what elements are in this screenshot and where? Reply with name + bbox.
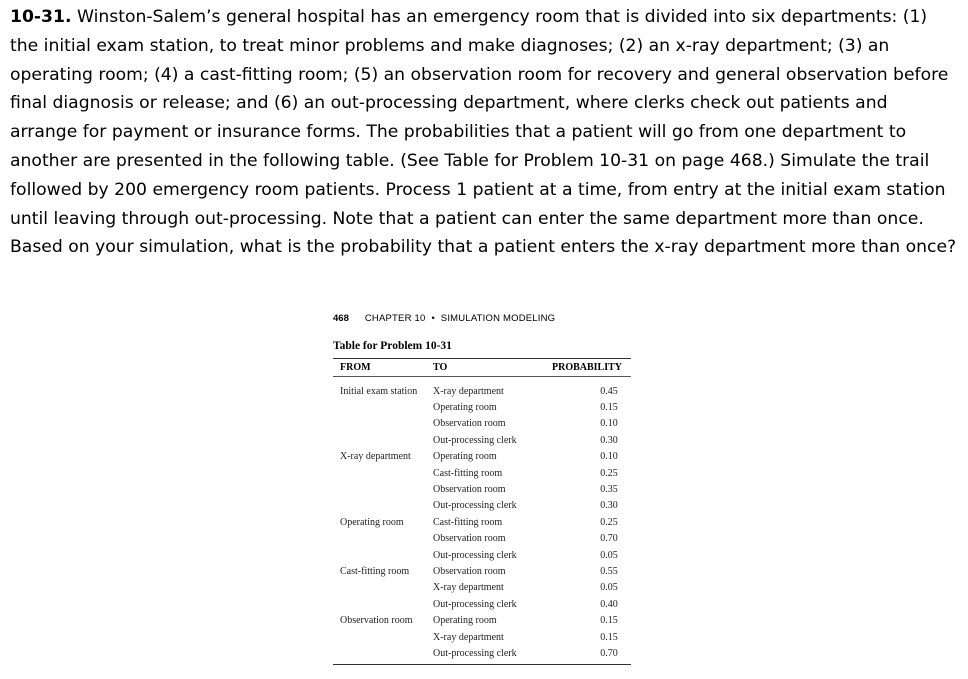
table-row	[333, 498, 631, 514]
table-row	[333, 383, 631, 399]
cell-to: Operating room	[433, 615, 497, 627]
header-to: TO	[433, 362, 448, 373]
table-row	[333, 547, 631, 563]
cell-to: Out-processing clerk	[433, 434, 517, 446]
cell-to: Observation room	[433, 565, 506, 577]
cell-to: Operating room	[433, 451, 497, 463]
table-body	[333, 377, 631, 662]
table-row	[333, 514, 631, 530]
cell-probability: 0.35	[600, 484, 618, 496]
cell-probability: 0.45	[600, 385, 618, 397]
cell-to: Out-processing clerk	[433, 647, 517, 659]
table-row	[333, 612, 631, 628]
section-label: SIMULATION MODELING	[440, 312, 556, 324]
cell-to: X-ray department	[433, 385, 504, 397]
cell-probability: 0.70	[600, 647, 618, 659]
cell-probability: 0.15	[600, 631, 618, 643]
table-row	[333, 481, 631, 497]
table-row	[333, 449, 631, 465]
cell-to: Operating room	[433, 402, 497, 414]
cell-to: Out-processing clerk	[433, 598, 517, 610]
running-head	[333, 310, 631, 326]
cell-to: Cast-fitting room	[433, 467, 503, 479]
table-row	[333, 399, 631, 415]
cell-probability: 0.10	[600, 451, 618, 463]
cell-probability: 0.05	[600, 549, 618, 561]
cell-from: X-ray department	[340, 451, 411, 463]
cell-to: Out-processing clerk	[433, 500, 517, 512]
cell-from: Initial exam station	[340, 385, 418, 397]
cell-to: Cast-fitting room	[433, 516, 503, 528]
cell-probability: 0.25	[600, 516, 618, 528]
cell-probability: 0.30	[600, 500, 618, 512]
problem-text: Winston-Salem’s general hospital has an emergency room that is divided into six departments: (1) the initial exam station, to treat minor problems and make diagnoses; (2) an x-ray department; (3) an operating room; (4) a cast-fitting room; (5) an observation room for recovery and general observation before final diagnosis or release; and (6) an out-processing department, where clerks check out patients and arrange for payment or insurance forms. The probabilities that a patient will go from one department to another are presented in the following table. (See Table for Problem 10-31 on page 468.) Simulate the trail followed by 200 emergency room patients. Process 1 patient at a time, from entry at the initial exam station until leaving through out-processing. Note that a patient can enter the same department more than once. Based on your simulation, what is the probability that a patient enters the x-ray department more than once?	[10, 7, 957, 258]
table-bottom-rule	[333, 664, 631, 665]
table-title: Table for Problem 10-31	[333, 340, 452, 352]
cell-to: X-ray department	[433, 631, 504, 643]
cell-from: Observation room	[340, 615, 413, 627]
problem-statement	[10, 3, 958, 262]
cell-probability: 0.15	[600, 615, 618, 627]
cell-probability: 0.05	[600, 582, 618, 594]
cell-from: Operating room	[340, 516, 404, 528]
table-row	[333, 432, 631, 448]
cell-from: Cast-fitting room	[340, 565, 410, 577]
page-number: 468	[333, 312, 349, 324]
table-row	[333, 416, 631, 432]
cell-probability: 0.55	[600, 565, 618, 577]
table-row	[333, 629, 631, 645]
cell-probability: 0.40	[600, 598, 618, 610]
cell-probability: 0.30	[600, 434, 618, 446]
cell-to: X-ray department	[433, 582, 504, 594]
chapter-label: CHAPTER 10	[364, 312, 426, 324]
textbook-page-excerpt	[333, 310, 631, 665]
cell-to: Out-processing clerk	[433, 549, 517, 561]
table-row	[333, 580, 631, 596]
transition-table	[333, 358, 631, 665]
cell-to: Observation room	[433, 418, 506, 430]
cell-probability: 0.10	[600, 418, 618, 430]
table-row	[333, 465, 631, 481]
cell-probability: 0.25	[600, 467, 618, 479]
cell-to: Observation room	[433, 533, 506, 545]
table-row	[333, 645, 631, 661]
table-row	[333, 596, 631, 612]
table-row	[333, 563, 631, 579]
problem-number: 10-31.	[10, 7, 72, 27]
header-probability: PROBABILITY	[551, 362, 622, 373]
header-from: FROM	[340, 362, 371, 373]
table-header-row	[333, 359, 631, 376]
bullet-separator: •	[431, 312, 435, 324]
table-row	[333, 531, 631, 547]
cell-to: Observation room	[433, 484, 506, 496]
cell-probability: 0.15	[600, 402, 618, 414]
cell-probability: 0.70	[600, 533, 618, 545]
